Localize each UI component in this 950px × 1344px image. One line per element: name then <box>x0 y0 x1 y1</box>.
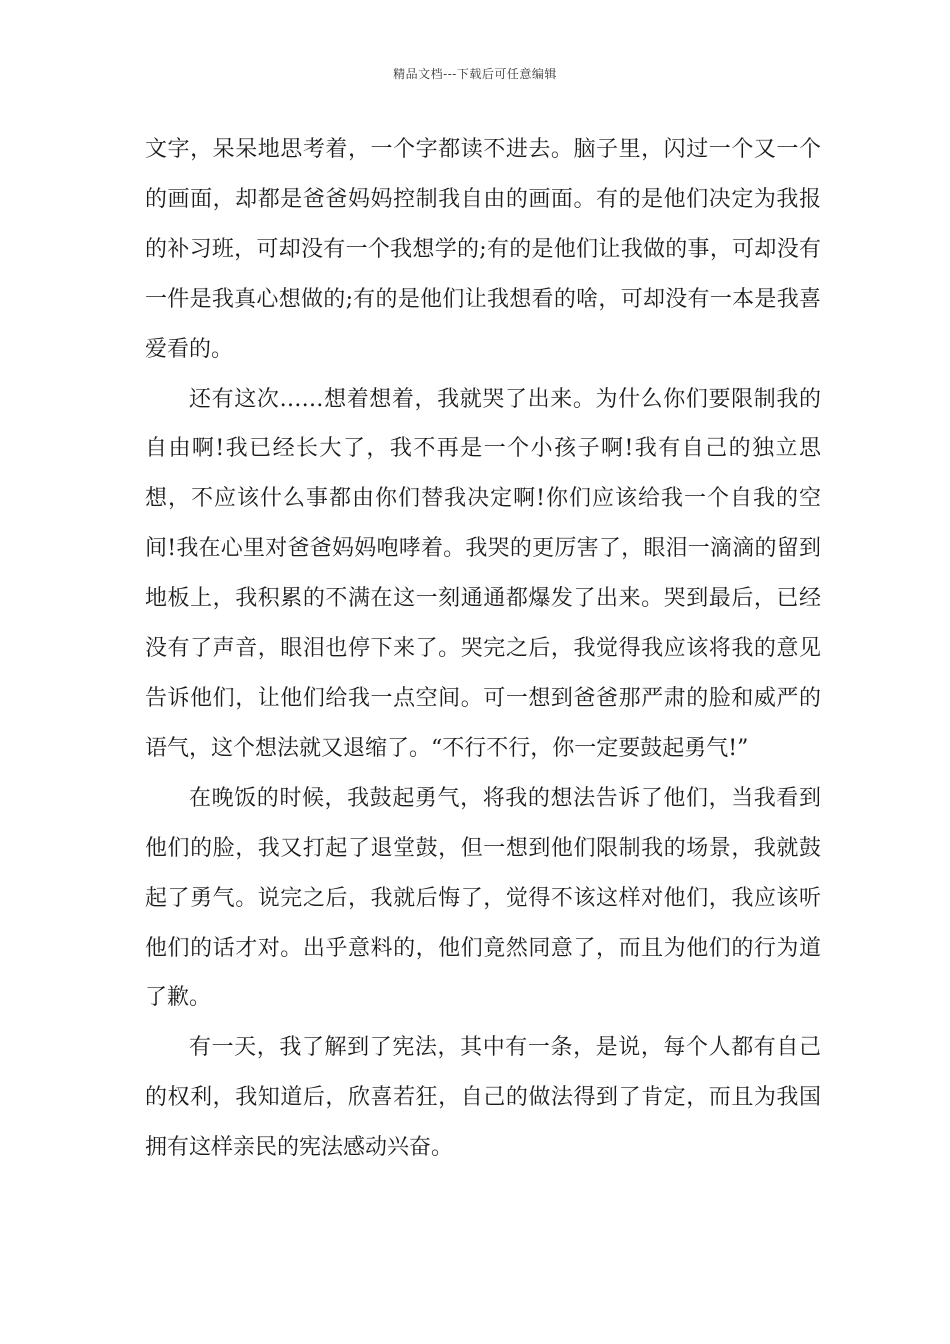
paragraph: 在晚饭的时候，我鼓起勇气，将我的想法告诉了他们，当我看到他们的脸，我又打起了退堂鼓，但一想到他们限制我的场景，我就鼓起了勇气。说完之后，我就后悔了，觉得不该这样对他们，我应该听他们的话才对。出乎意料的，他们竟然同意了，而且为他们的行为道了歉。 <box>145 785 821 1011</box>
paragraph: 有一天，我了解到了宪法，其中有一条，是说，每个人都有自己的权利，我知道后，欣喜若狂，自己的做法得到了肯定，而且为我国拥有这样亲民的宪法感动兴奋。 <box>145 1035 821 1161</box>
document-body <box>145 125 821 1173</box>
paragraph: 还有这次……想着想着，我就哭了出来。为什么你们要限制我的自由啊!我已经长大了，我不再是一个小孩子啊!我有自己的独立思想，不应该什么事都由你们替我决定啊!你们应该给我一个自我的空间!我在心里对爸爸妈妈咆哮着。我哭的更厉害了，眼泪一滴滴的留到地板上，我积累的不满在这一刻通通都爆发了出来。哭到最后，已经没有了声音，眼泪也停下来了。哭完之后，我觉得我应该将我的意见告诉他们，让他们给我一点空间。可一想到爸爸那严肃的脸和威严的语气，这个想法就又退缩了。“不行不行，你一定要鼓起勇气!” <box>145 386 821 761</box>
paragraph: 文字，呆呆地思考着，一个字都读不进去。脑子里，闪过一个又一个的画面，却都是爸爸妈妈控制我自由的画面。有的是他们决定为我报的补习班，可却没有一个我想学的;有的是他们让我做的事，可却没有一件是我真心想做的;有的是他们让我想看的啥，可却没有一本是我喜爱看的。 <box>145 137 821 362</box>
page-header: 精品文档---下载后可任意编辑 <box>393 67 557 81</box>
